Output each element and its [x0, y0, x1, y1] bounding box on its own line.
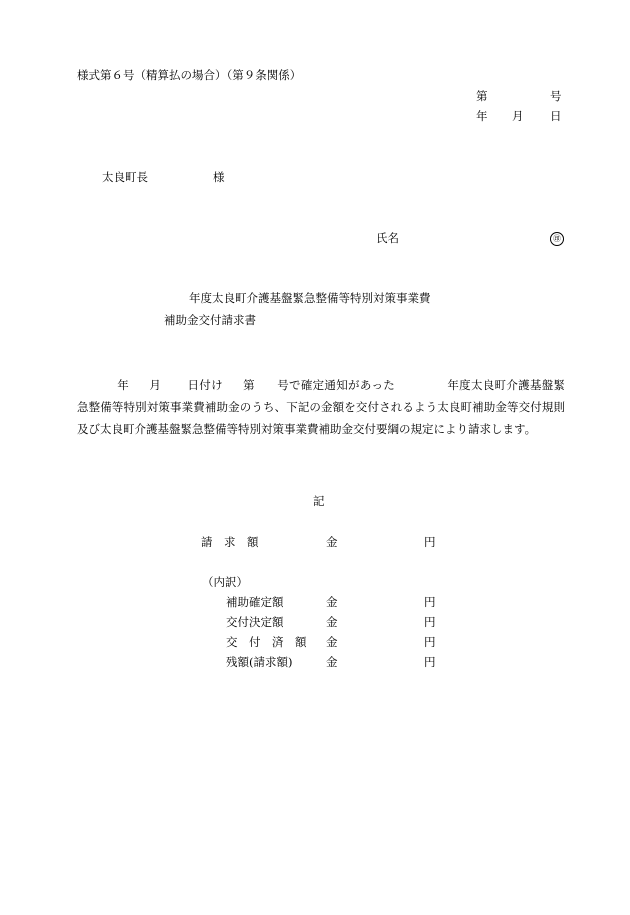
date-month: 月 — [512, 109, 524, 123]
date-day: 日 — [550, 109, 562, 123]
ki-heading: 記 — [313, 494, 325, 508]
breakdown-kin: 金 — [326, 635, 338, 649]
body-text-a: 号で確定通知があった — [276, 378, 396, 392]
title-line-1: 年度太良町介護基盤緊急整備等特別対策事業費 — [189, 291, 431, 305]
applicant-name-label: 氏名 — [376, 231, 399, 245]
breakdown-label: 交 付 済 額 — [226, 635, 307, 649]
breakdown-label: 残額(請求額) — [226, 655, 293, 669]
doc-no-suffix: 号 — [550, 89, 562, 103]
body-year: 年 — [117, 378, 130, 392]
request-kin: 金 — [326, 535, 338, 549]
title-line-2: 補助金交付請求書 — [164, 313, 256, 327]
form-number: 様式第６号（精算払の場合）（第９条関係） — [77, 68, 302, 82]
body-month: 月 — [149, 378, 162, 392]
body-paragraph — [77, 374, 565, 440]
seal-mark: ㊞ — [550, 232, 564, 246]
body-day-dated: 日付け — [187, 378, 223, 392]
breakdown-yen: 円 — [424, 635, 436, 649]
breakdown-yen: 円 — [424, 655, 436, 669]
body-no-prefix: 第 — [242, 378, 255, 392]
request-yen: 円 — [424, 535, 436, 549]
date-year: 年 — [476, 109, 488, 123]
doc-no-prefix: 第 — [476, 89, 488, 103]
breakdown-yen: 円 — [424, 615, 436, 629]
breakdown-kin: 金 — [326, 595, 338, 609]
addressee-honorific: 様 — [213, 170, 225, 184]
breakdown-kin: 金 — [326, 655, 338, 669]
breakdown-kin: 金 — [326, 615, 338, 629]
breakdown-label: 補助確定額 — [226, 595, 284, 609]
breakdown-label: 交付決定額 — [226, 615, 284, 629]
breakdown-heading: （内訳） — [202, 575, 248, 589]
breakdown-yen: 円 — [424, 595, 436, 609]
request-label: 請 求 額 — [201, 535, 259, 549]
addressee-name: 太良町長 — [102, 170, 148, 184]
body-text-b: 年度太良町介護基盤緊急整備等特別対策事業費補助金のうち、下記の金額を交付されるよう太良町補助金等交付規則及び太良町介護基盤緊急整備等特別対策事業費補助金交付要綱の規定により請求します。 — [77, 378, 566, 436]
